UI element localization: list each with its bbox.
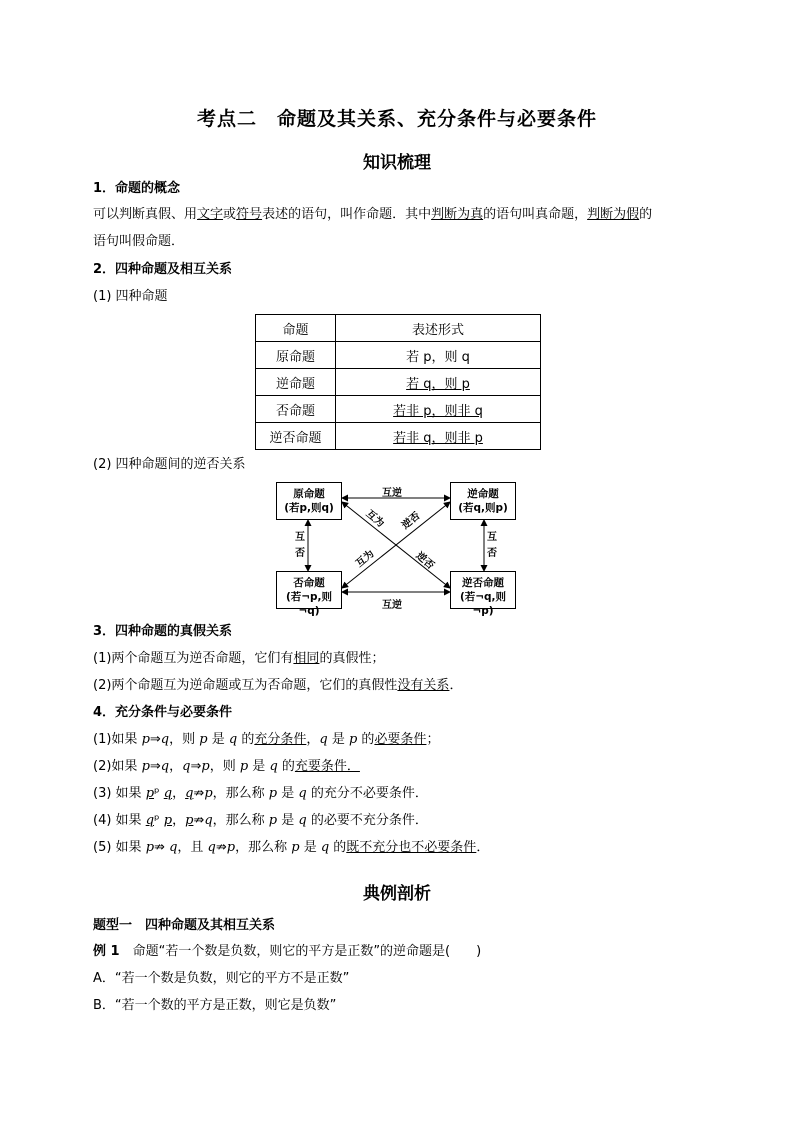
example1-text: 命题“若一个数是负数，则它的平方是正数”的逆命题是( ) <box>119 944 482 959</box>
box-original <box>276 482 342 520</box>
not-implies-symbol: ⇏ <box>193 813 205 828</box>
s1-underline-true: 判断为真 <box>431 207 484 222</box>
s1-text-b: 表述的语句，叫作命题．其中 <box>262 207 432 222</box>
var-p: p <box>201 759 210 774</box>
table-row <box>256 423 541 450</box>
s4-heading: 4．充分条件与必要条件 <box>93 705 233 720</box>
s4-l3-text: ， <box>172 786 186 801</box>
implies-symbol: ⇒ <box>149 732 161 747</box>
table-header-row <box>256 315 541 342</box>
table-cell-form: 若非 p，则非 q <box>336 396 541 423</box>
s1-paragraph <box>93 206 652 224</box>
table-row <box>256 396 541 423</box>
s4-l2-text: 是 <box>248 759 270 774</box>
s4-l1-underline-sufficient: 充分条件 <box>254 732 307 747</box>
var-p: p <box>348 732 358 747</box>
var-q: q <box>228 732 238 747</box>
s4-line1 <box>93 731 439 749</box>
box-original-title: 原命题 <box>293 488 325 500</box>
var-q: q <box>269 759 278 774</box>
s4-l1-text: 的 <box>357 732 375 747</box>
box-inverse-form: (若¬p,则¬q) <box>285 591 333 617</box>
var-p: p <box>204 786 213 801</box>
var-p: p <box>226 840 236 855</box>
s3-l1-b: 的真假性； <box>319 651 385 666</box>
box-converse <box>450 482 516 520</box>
box-inverse <box>276 571 342 617</box>
s4-l3-text: ，那么称 <box>212 786 269 801</box>
not-implies-symbol: ⇏ <box>215 840 227 855</box>
label-bottom-converse: 互逆 <box>382 600 402 611</box>
s4-l5-text: 的 <box>329 840 347 855</box>
var-q: q <box>160 759 170 774</box>
option-a: A．“若一个数是负数，则它的平方不是正数” <box>93 971 350 986</box>
s4-line2 <box>93 758 360 776</box>
var-q: q <box>320 840 330 855</box>
not-implies-symbol: ⇏ <box>154 840 165 855</box>
s1-heading: 1．命题的概念 <box>93 181 181 196</box>
s4-l1-text: ， <box>306 732 320 747</box>
s4-l4-text: ， <box>172 813 186 828</box>
var-p: p <box>268 786 278 801</box>
s2-sub2: (2) 四种命题间的逆否关系 <box>93 457 246 472</box>
option-b: B．“若一个数的平方是正数，则它是负数” <box>93 998 337 1013</box>
table-cell-form: 若 q，则 p <box>336 369 541 396</box>
var-q: q <box>319 732 328 747</box>
table-cell-form: 若非 q，则非 p <box>336 423 541 450</box>
s4-l1-text: 的 <box>237 732 255 747</box>
s3-l1-a: (1)两个命题互为逆否命题，它们有 <box>93 651 294 666</box>
var-q: q <box>298 786 307 801</box>
var-p: p <box>291 840 300 855</box>
s4-l4-text: 的必要不充分条件． <box>306 813 428 828</box>
implies-symbol: ⇒ <box>190 759 202 774</box>
s4-l5-text: ，且 <box>177 840 208 855</box>
implies-symbol: ᵖ <box>154 786 160 801</box>
var-q: q <box>204 813 213 828</box>
s4-l1-text: 是 <box>327 732 349 747</box>
box-inverse-title: 否命题 <box>293 577 325 589</box>
var-q: q <box>169 840 178 855</box>
table-row <box>256 342 541 369</box>
s4-l2-text: ， <box>169 759 183 774</box>
var-p: p <box>185 813 194 828</box>
var-q: q <box>163 786 173 801</box>
s1-text-or: 或 <box>223 207 237 222</box>
box-converse-form: (若q,则p) <box>458 502 508 514</box>
s4-l1-text: ，则 <box>169 732 200 747</box>
var-p: p <box>141 759 150 774</box>
example1-label: 例 1 <box>93 944 120 959</box>
s4-l5-text: (5) 如果 <box>93 840 146 855</box>
s4-l2-text: ，则 <box>209 759 240 774</box>
s1-underline-false: 判断为假 <box>587 207 640 222</box>
var-q: q <box>185 786 194 801</box>
s4-l5-underline-neither: 既不充分也不必要条件 <box>346 840 477 855</box>
four-propositions-table <box>255 314 541 450</box>
var-q: q <box>298 813 307 828</box>
proposition-relations-diagram <box>274 478 518 617</box>
s4-l5-text: 是 <box>299 840 321 855</box>
s4-l2-underline-iff: 充要条件． <box>294 759 360 774</box>
type1-heading: 题型一 四种命题及其相互关系 <box>93 918 276 933</box>
var-p: p <box>199 732 208 747</box>
var-q: q <box>145 813 155 828</box>
table-cell-form: 若 p，则 q <box>336 342 541 369</box>
s4-l5-text: ． <box>476 840 490 855</box>
label-top-converse: 互逆 <box>382 488 402 499</box>
s4-line4 <box>93 812 428 830</box>
var-p: p <box>145 786 155 801</box>
s3-line1 <box>93 650 384 668</box>
var-q: q <box>207 840 216 855</box>
s1-paragraph-line2: 语句叫假命题． <box>93 234 185 249</box>
box-contra-form: (若¬q,则¬p) <box>459 591 507 617</box>
not-implies-symbol: ⇏ <box>193 786 205 801</box>
s4-l2-text: (2)如果 <box>93 759 142 774</box>
implies-symbol: ᵖ <box>154 813 160 828</box>
s4-l1-underline-necessary: 必要条件 <box>374 732 427 747</box>
table-cell-name: 逆否命题 <box>256 423 336 450</box>
s1-underline-text: 文字 <box>197 207 224 222</box>
s2-heading: 2．四种命题及相互关系 <box>93 262 233 277</box>
var-p: p <box>268 813 278 828</box>
s4-l1-text: 是 <box>207 732 229 747</box>
s4-l2-text: 的 <box>277 759 295 774</box>
box-converse-title: 逆命题 <box>467 488 499 500</box>
s1-text-a: 可以判断真假、用 <box>93 207 198 222</box>
s3-heading: 3．四种命题的真假关系 <box>93 624 233 639</box>
box-contrapositive <box>450 571 516 617</box>
var-q: q <box>182 759 191 774</box>
s3-l2-b: ． <box>449 678 463 693</box>
s4-l4-text: ，那么称 <box>212 813 269 828</box>
example1 <box>93 943 481 961</box>
s1-text-c: 的语句叫真命题， <box>483 207 588 222</box>
s3-l2-underline: 没有关系 <box>397 678 450 693</box>
s4-l3-text: 是 <box>277 786 299 801</box>
s4-l4-text: (4) 如果 <box>93 813 146 828</box>
var-q: q <box>160 732 170 747</box>
s4-line5 <box>93 839 489 857</box>
s4-line3 <box>93 785 428 803</box>
s4-l1-text: (1)如果 <box>93 732 142 747</box>
label-diag-a2: 逆否 <box>413 550 436 572</box>
label-right-inverse: 互否 <box>487 532 497 559</box>
section-heading-examples: 典例剖析 <box>363 884 431 904</box>
s1-text-d: 的 <box>639 207 653 222</box>
label-diag-a1: 互为 <box>363 508 386 530</box>
section-heading-knowledge: 知识梳理 <box>363 153 431 173</box>
s3-l1-underline: 相同 <box>293 651 320 666</box>
var-p: p <box>145 840 155 855</box>
s2-sub1: (1) 四种命题 <box>93 289 168 304</box>
table-row <box>256 369 541 396</box>
s4-l5-text: ，那么称 <box>235 840 292 855</box>
label-diag-b2: 逆否 <box>400 510 423 532</box>
s4-l3-text: (3) 如果 <box>93 786 146 801</box>
table-cell-name: 原命题 <box>256 342 336 369</box>
var-p: p <box>239 759 249 774</box>
table-header-cell: 表述形式 <box>336 315 541 342</box>
label-left-inverse: 互否 <box>295 532 305 559</box>
table-cell-name: 否命题 <box>256 396 336 423</box>
s4-l4-text: 是 <box>277 813 299 828</box>
s1-underline-symbol: 符号 <box>236 207 263 222</box>
box-contra-title: 逆否命题 <box>462 577 504 589</box>
label-diag-b1: 互为 <box>354 548 377 570</box>
s3-l2-a: (2)两个命题互为逆命题或互为否命题，它们的真假性 <box>93 678 398 693</box>
var-p: p <box>163 813 173 828</box>
s4-l1-text: ； <box>426 732 440 747</box>
s4-l3-text: 的充分不必要条件． <box>306 786 428 801</box>
s3-line2 <box>93 677 462 695</box>
var-p: p <box>141 732 150 747</box>
box-original-form: (若p,则q) <box>284 502 334 514</box>
table-header-cell: 命题 <box>256 315 336 342</box>
implies-symbol: ⇒ <box>149 759 161 774</box>
table-cell-name: 逆命题 <box>256 369 336 396</box>
page-title: 考点二 命题及其关系、充分条件与必要条件 <box>196 108 597 130</box>
